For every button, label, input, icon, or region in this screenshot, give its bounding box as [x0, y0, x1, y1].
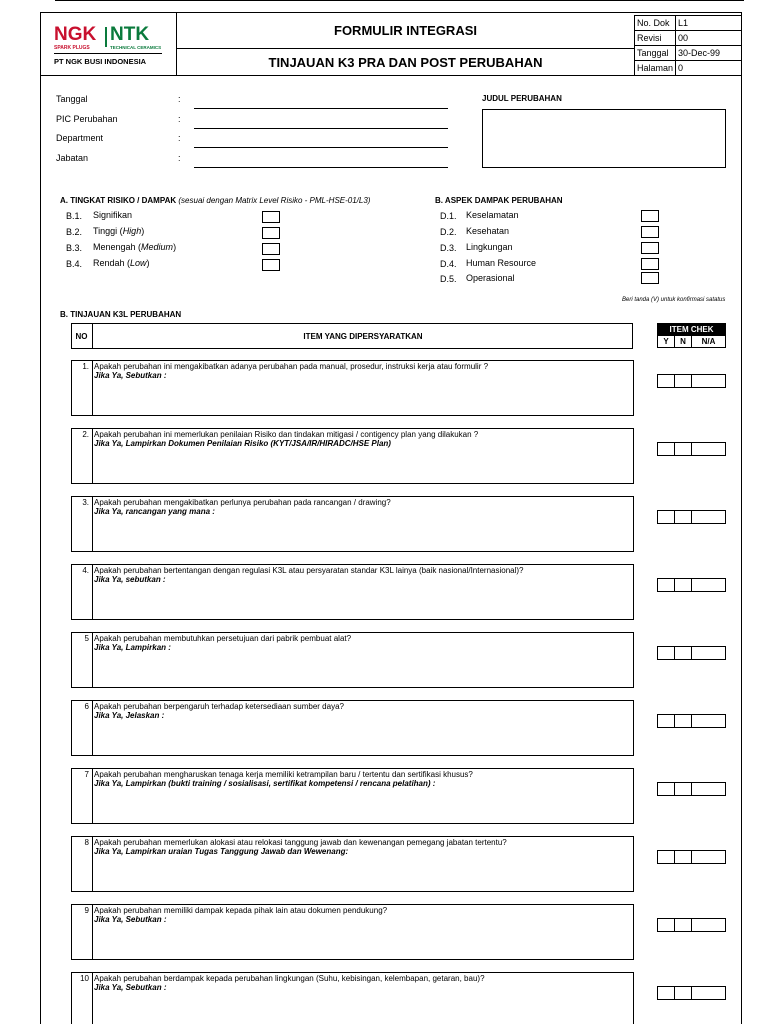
question-text: Apakah perubahan mengharuskan tenaga kerja memiliki ketrampilan baru / tertentu dan sertifikasi khusus?	[94, 770, 473, 779]
question-number: 8	[71, 836, 93, 892]
answer-y-checkbox[interactable]	[658, 851, 675, 863]
question-number: 2.	[71, 428, 93, 484]
aspect-code: D.2.	[440, 227, 457, 237]
answer-na-checkbox[interactable]	[692, 647, 725, 659]
answer-checkboxes	[657, 510, 726, 524]
field-colon: :	[178, 114, 181, 124]
judul-input-box[interactable]	[482, 109, 726, 168]
answer-n-checkbox[interactable]	[675, 511, 692, 523]
answer-y-checkbox[interactable]	[658, 715, 675, 727]
aspect-code: D.3.	[440, 243, 457, 253]
ntk-logo-subtitle: TECHNICAL CERAMICS	[110, 45, 162, 50]
aspect-checkbox-operasional[interactable]	[641, 272, 659, 284]
answer-checkboxes	[657, 850, 726, 864]
column-header-y: Y	[658, 336, 675, 347]
docinfo-label: Tanggal	[635, 46, 676, 61]
field-colon: :	[178, 94, 181, 104]
risk-label-close: )	[141, 226, 145, 236]
question-followup: Jika Ya, Lampirkan :	[94, 643, 171, 652]
answer-checkboxes	[657, 986, 726, 1000]
answer-y-checkbox[interactable]	[658, 443, 675, 455]
question-number: 7	[71, 768, 93, 824]
risk-code: B.4.	[66, 259, 83, 269]
question-followup: Jika Ya, Sebutkan :	[94, 371, 167, 380]
answer-n-checkbox[interactable]	[675, 919, 692, 931]
question-followup: Jika Ya, Lampirkan Dokumen Penilaian Risiko (KYT/JSA/IR/HIRADC/HSE Plan)	[94, 439, 391, 448]
field-label-pic: PIC Perubahan	[56, 114, 118, 124]
docinfo-label: Revisi	[635, 31, 676, 46]
risk-label-tinggi	[93, 226, 144, 236]
docinfo-row	[635, 31, 742, 46]
question-text: Apakah perubahan berdampak kepada perubahan lingkungan (Suhu, kebisingan, kelembapan, getaran, bau)?	[94, 974, 485, 983]
docinfo-label: No. Dok	[635, 16, 676, 31]
answer-y-checkbox[interactable]	[658, 783, 675, 795]
answer-na-checkbox[interactable]	[692, 919, 725, 931]
risk-label-en: High	[122, 226, 142, 236]
risk-label-text: Menengah (	[93, 242, 142, 252]
answer-na-checkbox[interactable]	[692, 783, 725, 795]
risk-label-signifikan: Signifikan	[93, 210, 133, 220]
risk-checkbox-rendah[interactable]	[262, 259, 280, 271]
question-followup: Jika Ya, rancangan yang mana :	[94, 507, 215, 516]
docinfo-value: 0	[676, 61, 742, 76]
answer-checkboxes	[657, 646, 726, 660]
aspect-checkbox-human-resource[interactable]	[641, 258, 659, 270]
answer-na-checkbox[interactable]	[692, 511, 725, 523]
question-text-block[interactable]	[94, 496, 632, 516]
section-b-aspect-title: B. ASPEK DAMPAK PERUBAHAN	[435, 196, 563, 205]
risk-checkbox-tinggi[interactable]	[262, 227, 280, 239]
answer-checkboxes	[657, 578, 726, 592]
risk-checkbox-signifikan[interactable]	[262, 211, 280, 223]
answer-checkboxes	[657, 714, 726, 728]
question-number: 3.	[71, 496, 93, 552]
judul-label: JUDUL PERUBAHAN	[482, 94, 562, 103]
question-number: 10	[71, 972, 93, 1024]
question-text: Apakah perubahan ini memerlukan penilaian Risiko dan tindakan mitigasi / contigency plan yang dilakukan ?	[94, 430, 479, 439]
question-number: 5	[71, 632, 93, 688]
answer-n-checkbox[interactable]	[675, 783, 692, 795]
field-label-tanggal: Tanggal	[56, 94, 88, 104]
aspect-label-keselamatan: Keselamatan	[466, 210, 519, 220]
docinfo-row	[635, 16, 742, 31]
logo-separator	[105, 27, 107, 47]
answer-checkboxes	[657, 782, 726, 796]
jabatan-input-line[interactable]	[194, 167, 448, 168]
aspect-code: D.5.	[440, 274, 457, 284]
field-label-jabatan: Jabatan	[56, 153, 89, 163]
answer-checkboxes	[657, 918, 726, 932]
docinfo-label: Halaman	[635, 61, 676, 76]
question-text-block[interactable]	[94, 700, 632, 720]
item-check-subheader	[657, 335, 726, 348]
document-info-table	[634, 15, 742, 76]
answer-n-checkbox[interactable]	[675, 375, 692, 387]
question-text-block[interactable]	[94, 768, 632, 788]
risk-label-rendah	[93, 258, 150, 268]
docinfo-row	[635, 61, 742, 76]
risk-code: B.2.	[66, 227, 83, 237]
risk-label-close: )	[173, 242, 177, 252]
docinfo-value: 00	[676, 31, 742, 46]
section-a-title	[60, 196, 370, 205]
risk-label-en: Low	[130, 258, 147, 268]
question-number: 6	[71, 700, 93, 756]
question-followup: Jika Ya, Sebutkan :	[94, 915, 167, 924]
column-header-na: N/A	[701, 337, 716, 346]
question-text: Apakah perubahan membutuhkan persetujuan dari pabrik pembuat alat?	[94, 634, 352, 643]
risk-label-close: )	[146, 258, 150, 268]
answer-y-checkbox[interactable]	[658, 375, 675, 387]
column-header-no: NO	[71, 323, 93, 349]
question-text-block[interactable]	[94, 836, 632, 856]
question-text: Apakah perubahan mengakibatkan perlunya perubahan pada rancangan / drawing?	[94, 498, 391, 507]
answer-n-checkbox[interactable]	[675, 647, 692, 659]
question-text-block[interactable]	[94, 428, 632, 448]
ngk-logo-subtitle: SPARK PLUGS	[54, 45, 90, 51]
confirmation-note: Beri tanda (V) untuk konfirmasi satatus	[622, 297, 726, 303]
department-input-line[interactable]	[194, 147, 448, 148]
question-text: Apakah perubahan berpengaruh terhadap ketersediaan sumber daya?	[94, 702, 344, 711]
answer-checkboxes	[657, 442, 726, 456]
field-label-department: Department	[56, 133, 104, 143]
aspect-label-lingkungan: Lingkungan	[466, 242, 513, 252]
answer-n-checkbox[interactable]	[675, 715, 692, 727]
section-a-note: (sesuai dengan Matrix Level Risiko - PML-HSE-01/L3)	[178, 196, 371, 205]
aspect-checkbox-kesehatan[interactable]	[641, 226, 659, 238]
answer-y-checkbox[interactable]	[658, 511, 675, 523]
field-colon: :	[178, 133, 181, 143]
pic-input-line[interactable]	[194, 128, 448, 129]
answer-y-checkbox[interactable]	[658, 579, 675, 591]
question-text-block[interactable]	[94, 632, 632, 652]
question-number: 9	[71, 904, 93, 960]
company-name: PT NGK BUSI INDONESIA	[54, 57, 147, 66]
answer-n-checkbox[interactable]	[675, 579, 692, 591]
column-header-item: ITEM YANG DIPERSYARATKAN	[303, 331, 423, 341]
risk-label-text: Rendah (	[93, 258, 131, 268]
question-text-block[interactable]	[94, 972, 632, 992]
form-title: FORMULIR INTEGRASI	[177, 12, 634, 49]
section-b-title: B. TINJAUAN K3L PERUBAHAN	[60, 310, 182, 319]
aspect-code: D.4.	[440, 259, 457, 269]
answer-na-checkbox[interactable]	[692, 851, 725, 863]
aspect-label-human-resource: Human Resource	[466, 258, 537, 268]
question-text-block[interactable]	[94, 360, 632, 380]
aspect-code: D.1.	[440, 211, 457, 221]
aspect-label-operasional: Operasional	[466, 273, 515, 283]
risk-label-menengah	[93, 242, 176, 252]
answer-checkboxes	[657, 374, 726, 388]
question-followup: Jika Ya, Lampirkan uraian Tugas Tanggung Jawab dan Wewenang:	[94, 847, 349, 856]
question-text: Apakah perubahan bertentangan dengan regulasi K3L atau persyaratan standar K3L lainya (baik nasional/Internasional)?	[94, 566, 524, 575]
top-rule	[55, 0, 744, 1]
logo-divider	[54, 53, 162, 54]
answer-na-checkbox[interactable]	[692, 579, 725, 591]
question-text: Apakah perubahan memerlukan alokasi atau relokasi tanggung jawab dan kewenangan pemegang jabatan tertentu?	[94, 838, 507, 847]
question-text: Apakah perubahan memiliki dampak kepada pihak lain atau dokumen pendukung?	[94, 906, 388, 915]
docinfo-row	[635, 46, 742, 61]
question-followup: Jika Ya, Lampirkan (bukti training / sosialisasi, sertifikat kompetensi / rencana pelatihan) :	[94, 779, 436, 788]
question-text-block[interactable]	[94, 904, 632, 924]
docinfo-value: 30-Dec-99	[676, 46, 742, 61]
answer-n-checkbox[interactable]	[675, 443, 692, 455]
ngk-logo-text: NGK	[54, 24, 97, 45]
answer-na-checkbox[interactable]	[692, 443, 725, 455]
ntk-logo-text: NTK	[110, 24, 150, 45]
question-text-block[interactable]	[94, 564, 632, 584]
question-followup: Jika Ya, sebutkan :	[94, 575, 166, 584]
risk-checkbox-menengah[interactable]	[262, 243, 280, 255]
section-a-heading: A. TINGKAT RISIKO / DAMPAK	[60, 196, 177, 205]
aspect-checkbox-lingkungan[interactable]	[641, 242, 659, 254]
risk-label-text: Tinggi (	[93, 226, 123, 236]
answer-na-checkbox[interactable]	[692, 375, 725, 387]
question-followup: Jika Ya, Jelaskan :	[94, 711, 165, 720]
question-number: 1.	[71, 360, 93, 416]
answer-y-checkbox[interactable]	[658, 647, 675, 659]
column-header-n: N	[675, 336, 692, 347]
answer-y-checkbox[interactable]	[658, 987, 675, 999]
field-colon: :	[178, 153, 181, 163]
risk-code: B.1.	[66, 211, 83, 221]
risk-label-en: Medium	[141, 242, 174, 252]
docinfo-value: L1	[676, 16, 742, 31]
item-check-header: ITEM CHEK	[657, 323, 726, 335]
aspect-checkbox-keselamatan[interactable]	[641, 210, 659, 222]
risk-code: B.3.	[66, 243, 83, 253]
tanggal-input-line[interactable]	[194, 108, 448, 109]
answer-y-checkbox[interactable]	[658, 919, 675, 931]
answer-n-checkbox[interactable]	[675, 851, 692, 863]
answer-na-checkbox[interactable]	[692, 987, 725, 999]
answer-n-checkbox[interactable]	[675, 987, 692, 999]
answer-na-checkbox[interactable]	[692, 715, 725, 727]
question-text: Apakah perubahan ini mengakibatkan adanya perubahan pada manual, prosedur, instruksi kerja atau formulir ?	[94, 362, 489, 371]
document-title: TINJAUAN K3 PRA DAN POST PERUBAHAN	[268, 55, 543, 70]
aspect-label-kesehatan: Kesehatan	[466, 226, 510, 236]
question-followup: Jika Ya, Sebutkan :	[94, 983, 167, 992]
question-number: 4.	[71, 564, 93, 620]
